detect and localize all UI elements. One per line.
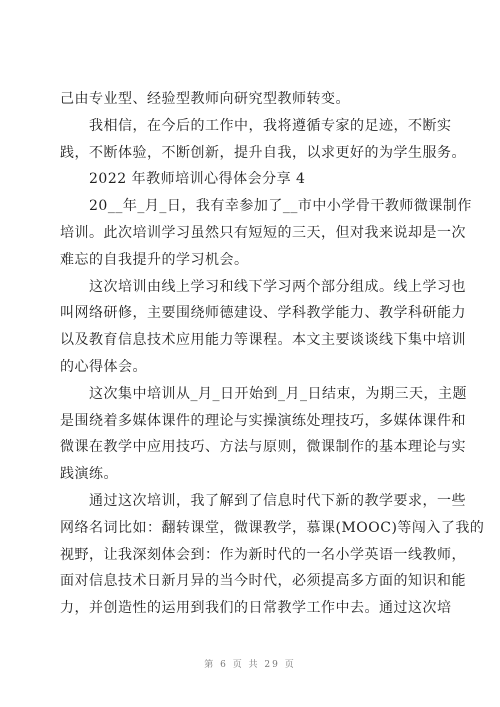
text-line: 践演练。 [60,466,118,483]
page-number: 第 6 页 共 29 页 [204,660,296,670]
text-line: 培训。此次培训学习虽然只有短短的三天，但对我来说却是一次 [60,224,466,241]
paragraph [60,113,466,167]
text-line: 己由专业型、经验型教师向研究型教师转变。 [60,91,350,107]
section-heading [60,166,442,193]
text-line: 践，不断体验，不断创新，提升自我，以求更好的为学生服务。 [60,144,466,161]
paragraph [60,274,466,381]
text-line: 叫网络研修，主要围绕师德建设、学科教学能力、教学科研能力 [60,305,466,322]
text-line: 网络名词比如：翻转课堂，微课教学，慕课(MOOC)等闯入了我的 [60,519,485,536]
body-text [60,86,485,622]
text-line: 2022 年教师培训心得体会分享 4 [60,171,306,188]
text-line: 面对信息技术日新月异的当今时代，必须提高多方面的知识和能 [60,573,466,590]
text-line: 20__年_月_日，我有幸参加了__市中小学骨干教师微课制作 [60,198,472,215]
paragraph [60,381,467,488]
text-line: 是围绕着多媒体课件的理论与实操演练处理技巧，多媒体课件和 [60,412,466,429]
text-line: 这次集中培训从_月_日开始到_月_日结束，为期三天，主题 [60,385,467,402]
text-line: 微课在教学中应用技巧、方法与原则，微课制作的基本理论与实 [60,439,466,456]
text-line: 难忘的自我提升的学习机会。 [60,251,249,268]
text-line: 力，并创造性的运用到我们的日常教学工作中去。通过这次培 [60,600,452,617]
text-line: 这次培训由线上学习和线下学习两个部分组成。线上学习也 [60,278,466,295]
paragraph [60,193,472,273]
text-line: 视野，让我深刻体会到：作为新时代的一名小学英语一线教师， [60,546,466,563]
text-line: 通过这次培训，我了解到了信息时代下新的教学要求，一些 [60,492,466,509]
paragraph [60,488,485,622]
text-line: 的心得体会。 [60,358,147,375]
text-line: 以及教育信息技术应用能力等课程。本文主要谈谈线下集中培训 [60,332,466,349]
paragraph [60,86,442,113]
text-line: 我相信，在今后的工作中，我将遵循专家的足迹，不断实 [60,117,452,134]
